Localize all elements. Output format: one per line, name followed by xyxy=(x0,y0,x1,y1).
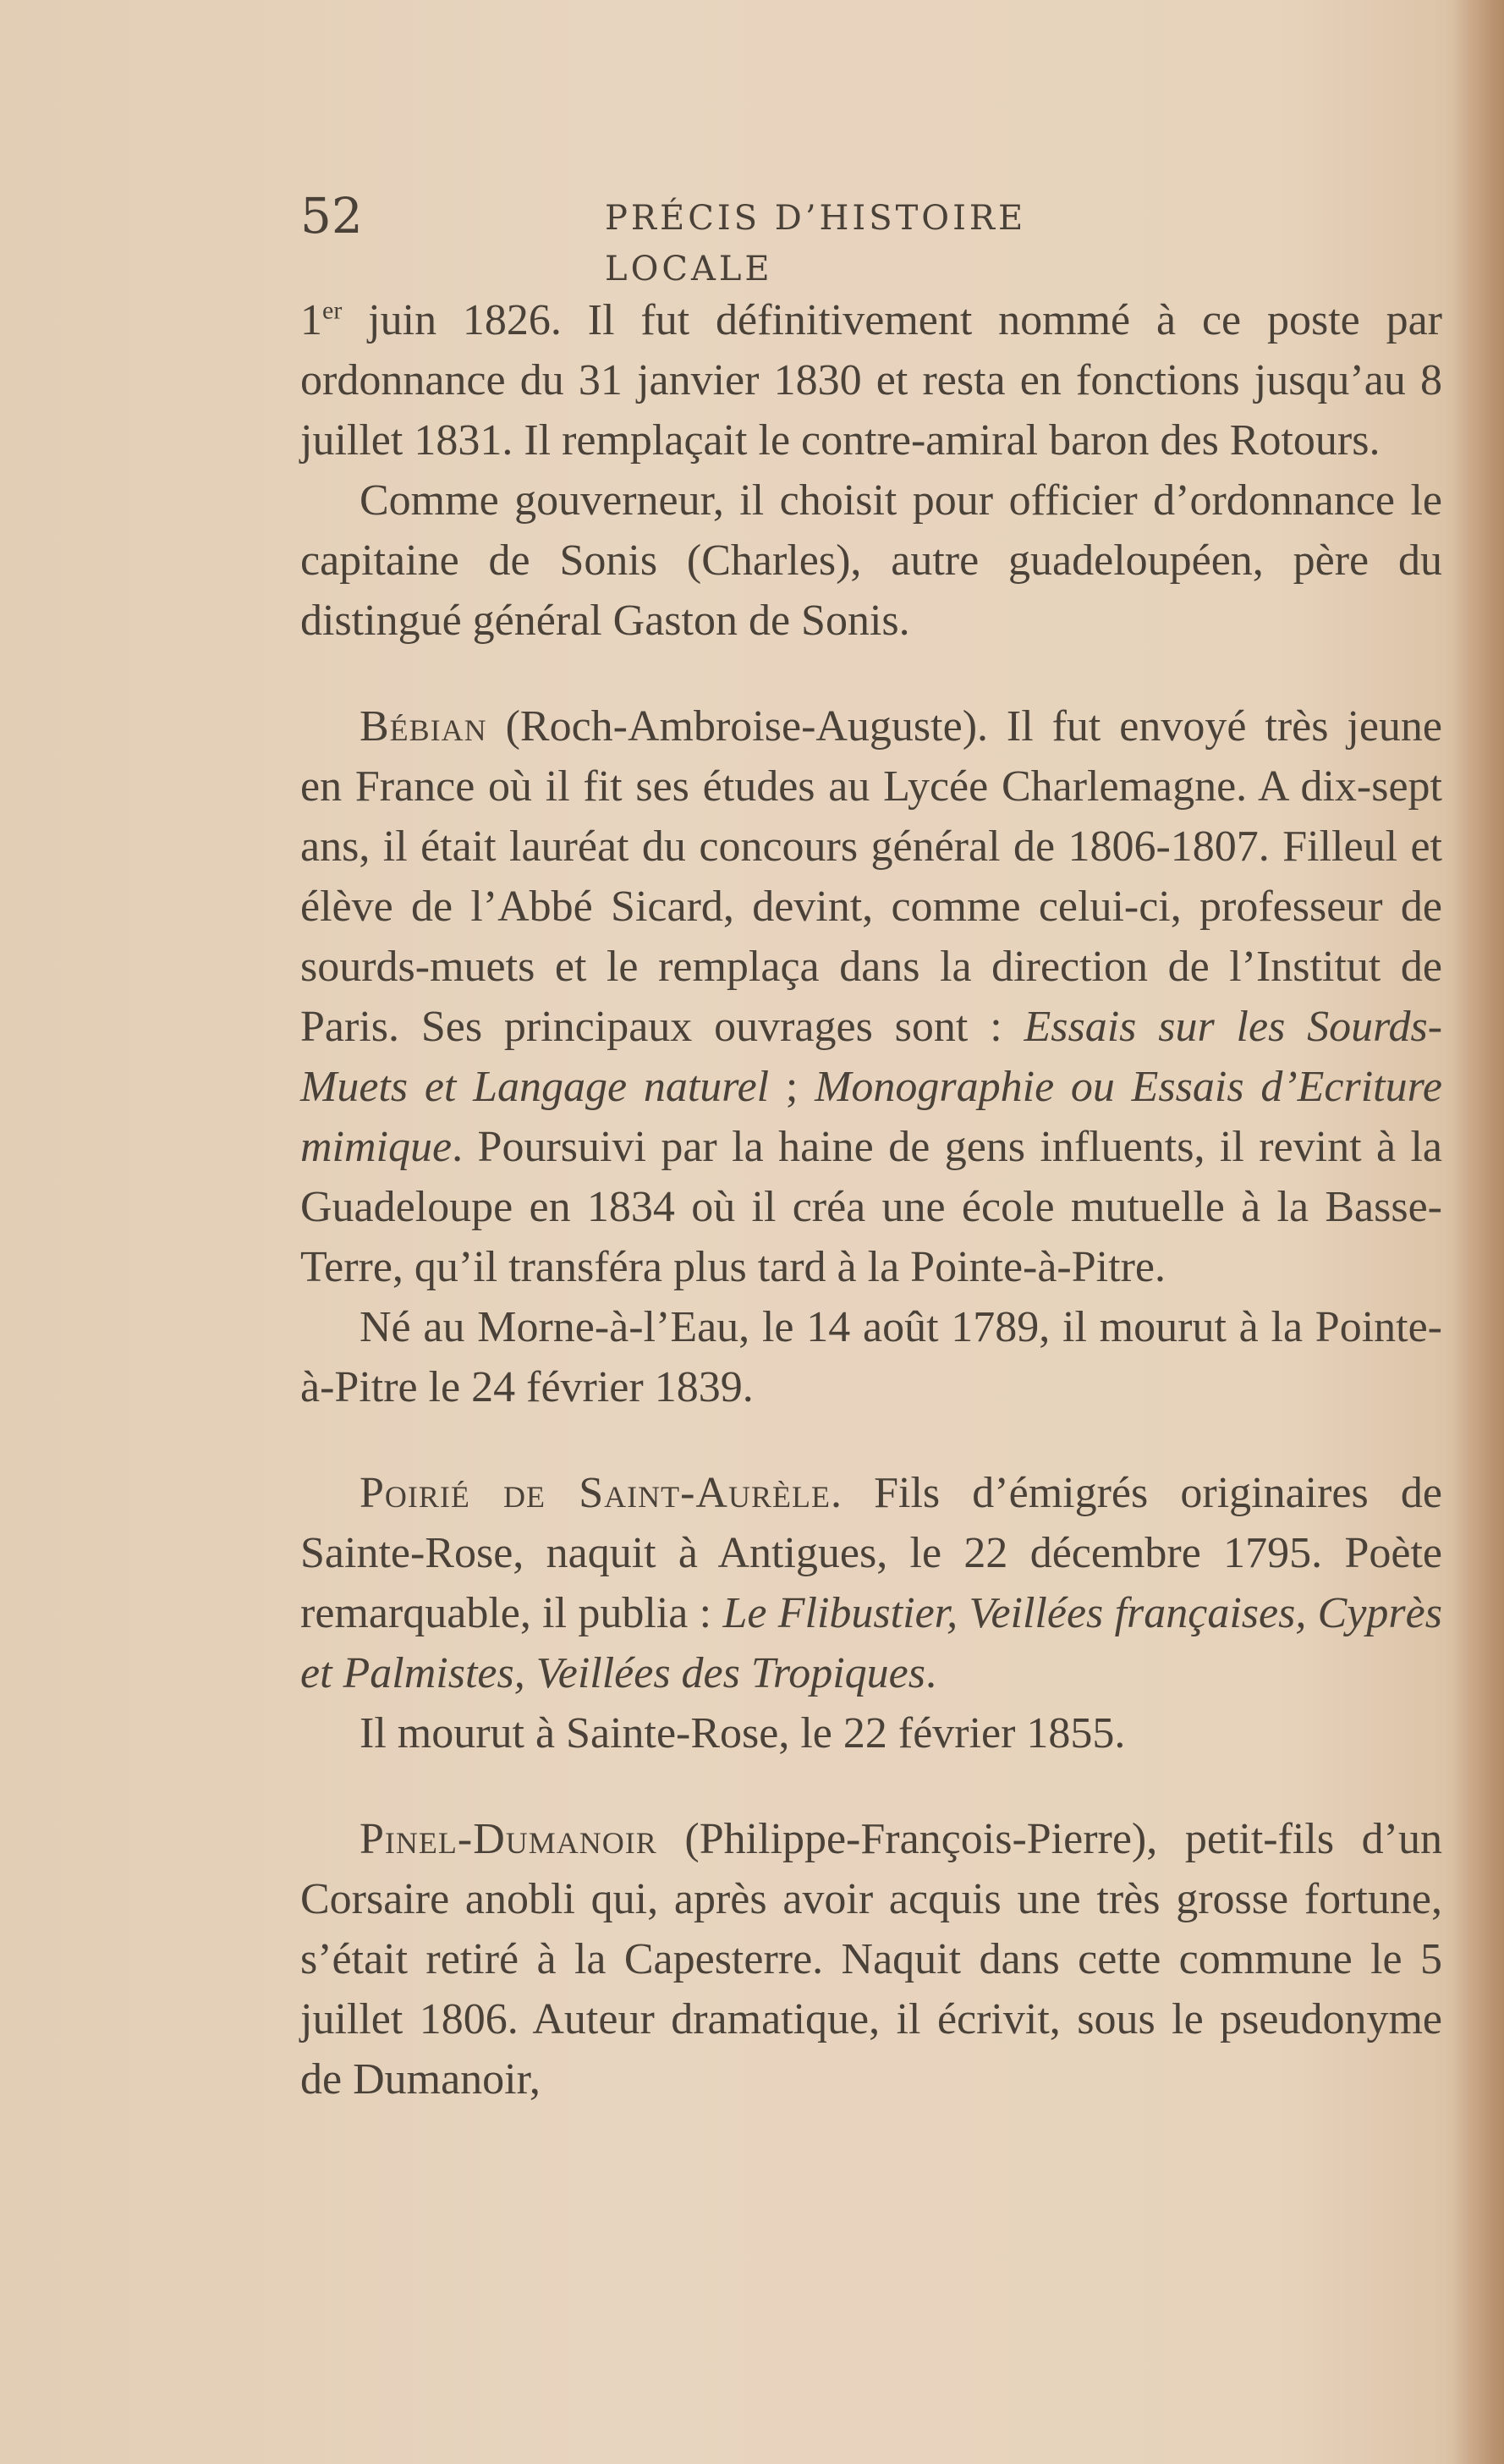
entry-text: . Poursuivi par la haine de gens influents, il revint à la Guadeloupe en 1834 où il créa une école mutuelle à la Basse-Terre, qu’il transféra plus tard à la Pointe-à-Pitre. xyxy=(300,1123,1442,1291)
entry-poirie xyxy=(300,1463,1442,1703)
entry-text: (Philippe-François-Pierre), petit-fils d’un Corsaire anobli qui, après avoir acquis une très grosse fortune, s’était retiré à la Capesterre. Naquit dans cette commune le 5 juillet 1806. Auteur dramatique, il écrivit, sous le pseudonyme de Dumanoir, xyxy=(300,1815,1442,2104)
entry-text: Né au Morne-à-l’Eau, le 14 août 1789, il mourut à la Pointe-à-Pitre le 24 février 1839. xyxy=(300,1303,1442,1411)
entry-text: . xyxy=(925,1649,936,1697)
separator: ; xyxy=(769,1063,815,1111)
entry-text: Il mourut à Sainte-Rose, le 22 février 1855. xyxy=(360,1709,1126,1757)
paragraph-sonis xyxy=(300,470,1442,651)
entry-bebian-birth xyxy=(300,1297,1442,1417)
paragraph-continuation xyxy=(300,290,1442,470)
entry-pinel xyxy=(300,1809,1442,2109)
work-title: Essais sur les Sourds-Muets et Langage naturel xyxy=(300,1003,1443,1111)
entry-name: Bébian xyxy=(360,702,487,751)
page-body xyxy=(300,290,1442,2109)
page-number: 52 xyxy=(300,187,363,245)
entry-name: Poirié de Saint-Aurèle xyxy=(360,1469,831,1517)
page-header xyxy=(300,186,1146,289)
ordinal-suffix: er xyxy=(322,296,343,325)
work-title: Monographie ou Essais d’Ecriture mimique xyxy=(300,1063,1443,1171)
paragraph-text: juin 1826. Il fut définitivement nommé à ce poste par ordonnance du 31 janvier 1830 et resta en fonctions jusqu’au 8 juillet 1831. Il remplaçait le contre-amiral baron des Rotours. xyxy=(300,296,1442,465)
entry-text: . Fils d’émigrés originaires de Sainte-Rose, naquit à Antigues, le 22 décembre 1795. Poète remarquable, il publia : xyxy=(300,1469,1442,1637)
paragraph-text: Comme gouverneur, il choisit pour officier d’ordonnance le capitaine de Sonis (Charles), autre guadeloupéen, père du distingué général Gaston de Sonis. xyxy=(300,476,1442,645)
entry-text: (Roch-Ambroise-Auguste). Il fut envoyé très jeune en France où il fit ses études au Lycée Charlemagne. A dix-sept ans, il était lauréat du concours général de 1806-1807. Filleul et élève de l’Abbé Sicard, devint, comme celui-ci, professeur de sourds-muets et le remplaça dans la direction de l’Institut de Paris. Ses principaux ouvrages sont : xyxy=(300,702,1442,1051)
running-head: PRÉCIS D’HISTOIRE LOCALE xyxy=(605,199,1027,289)
entry-name: Pinel-Dumanoir xyxy=(360,1815,657,1863)
work-title: Le Flibustier, Veillées françaises, Cyprès et Palmistes, Veillées des Tropiques xyxy=(300,1589,1442,1697)
entry-poirie-death xyxy=(300,1703,1442,1763)
ordinal-number: 1 xyxy=(300,296,322,344)
entry-bebian xyxy=(300,696,1442,1297)
page-edge-shadow xyxy=(1453,0,1504,2464)
